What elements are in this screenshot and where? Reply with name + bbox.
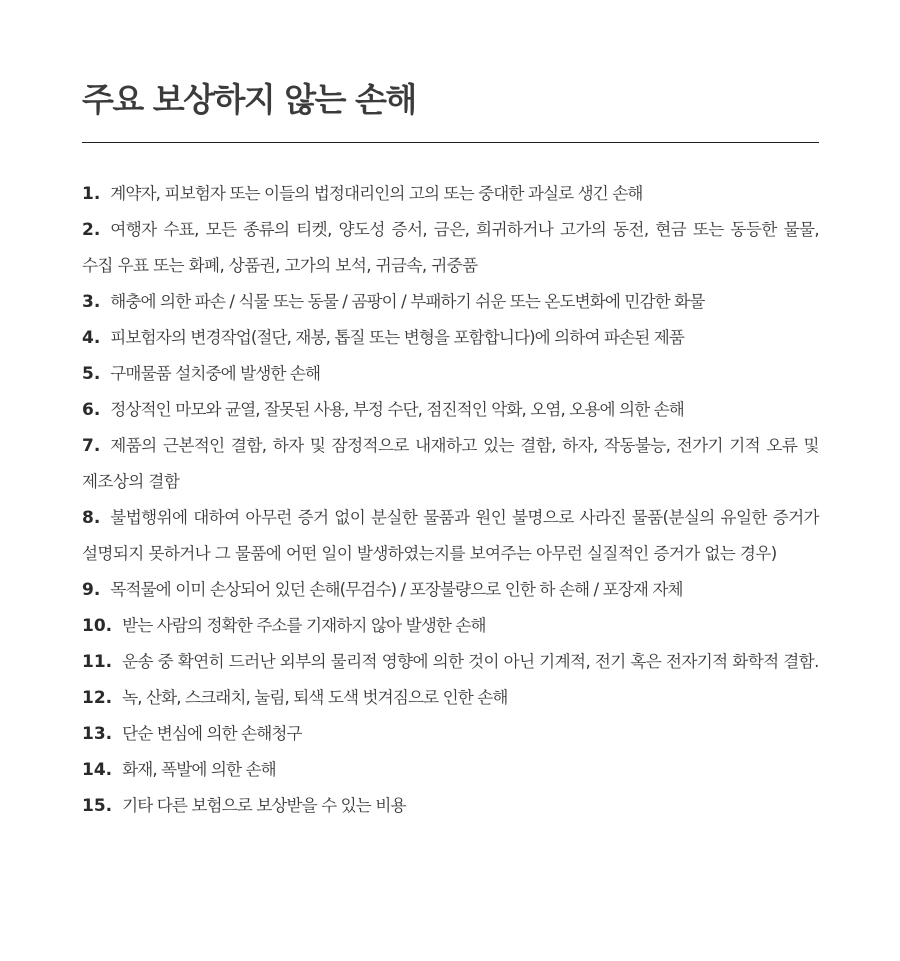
- item-text: 해충에 의한 파손 / 식물 또는 동물 / 곰팡이 / 부패하기 쉬운 또는 온도변화에 민감한 화물: [110, 292, 705, 311]
- list-item: [82, 428, 819, 500]
- list-item: [82, 644, 819, 680]
- list-item: [82, 500, 819, 572]
- item-text: 운송 중 확연히 드러난 외부의 물리적 영향에 의한 것이 아닌 기계적, 전기 혹은 전자기적 화학적 결함.: [122, 652, 819, 671]
- item-text: 녹, 산화, 스크래치, 눌림, 퇴색 도색 벗겨짐으로 인한 손해: [122, 688, 508, 707]
- item-text: 피보험자의 변경작업(절단, 재봉, 톱질 또는 변형을 포함합니다)에 의하여 파손된 제품: [110, 328, 684, 347]
- item-number: 7.: [82, 436, 101, 456]
- list-item: [82, 608, 819, 644]
- item-text: 단순 변심에 의한 손해청구: [122, 724, 302, 743]
- exclusion-list: [82, 176, 819, 824]
- item-text: 구매물품 설치중에 발생한 손해: [110, 364, 321, 383]
- item-number: 9.: [82, 580, 101, 600]
- list-item: [82, 392, 819, 428]
- item-number: 5.: [82, 364, 101, 384]
- item-number: 10.: [82, 616, 113, 636]
- list-item: [82, 320, 819, 356]
- item-number: 1.: [82, 184, 101, 204]
- list-item: [82, 752, 819, 788]
- list-item: [82, 212, 819, 284]
- item-text: 여행자 수표, 모든 종류의 티켓, 양도성 증서, 금은, 희귀하거나 고가의 동전, 현금 또는 동등한 물물, 수집 우표 또는 화폐, 상품권, 고가의 보석, 귀금속, 귀중품: [82, 220, 819, 275]
- item-text: 제품의 근본적인 결함, 하자 및 잠정적으로 내재하고 있는 결함, 하자, 작동불능, 전가기 기적 오류 및 제조상의 결함: [82, 436, 819, 491]
- item-number: 14.: [82, 760, 113, 780]
- item-text: 받는 사람의 정확한 주소를 기재하지 않아 발생한 손해: [122, 616, 486, 635]
- list-item: [82, 572, 819, 608]
- list-item: [82, 680, 819, 716]
- item-text: 화재, 폭발에 의한 손해: [122, 760, 276, 779]
- list-item: [82, 176, 819, 212]
- item-number: 3.: [82, 292, 101, 312]
- list-item: [82, 356, 819, 392]
- list-item: [82, 788, 819, 824]
- list-item: [82, 284, 819, 320]
- item-number: 15.: [82, 796, 113, 816]
- item-number: 8.: [82, 508, 101, 528]
- item-number: 11.: [82, 652, 113, 672]
- item-text: 기타 다른 보험으로 보상받을 수 있는 비용: [122, 796, 406, 815]
- item-number: 12.: [82, 688, 113, 708]
- item-number: 4.: [82, 328, 101, 348]
- item-text: 목적물에 이미 손상되어 있던 손해(무검수) / 포장불량으로 인한 하 손해 / 포장재 자체: [110, 580, 683, 599]
- list-item: [82, 716, 819, 752]
- title-divider: [82, 142, 819, 143]
- item-text: 정상적인 마모와 균열, 잘못된 사용, 부정 수단, 점진적인 악화, 오염, 오용에 의한 손해: [110, 400, 684, 419]
- item-number: 13.: [82, 724, 113, 744]
- item-number: 6.: [82, 400, 101, 420]
- item-text: 불법행위에 대하여 아무런 증거 없이 분실한 물품과 원인 불명으로 사라진 물품(분실의 유일한 증거가 설명되지 못하거나 그 물품에 어떤 일이 발생하였는지를 보여주는 아무런 실질적인 증거가 없는 경우): [82, 508, 819, 563]
- page-title: 주요 보상하지 않는 손해: [82, 80, 416, 119]
- item-number: 2.: [82, 220, 101, 240]
- item-text: 계약자, 피보험자 또는 이들의 법정대리인의 고의 또는 중대한 과실로 생긴 손해: [110, 184, 643, 203]
